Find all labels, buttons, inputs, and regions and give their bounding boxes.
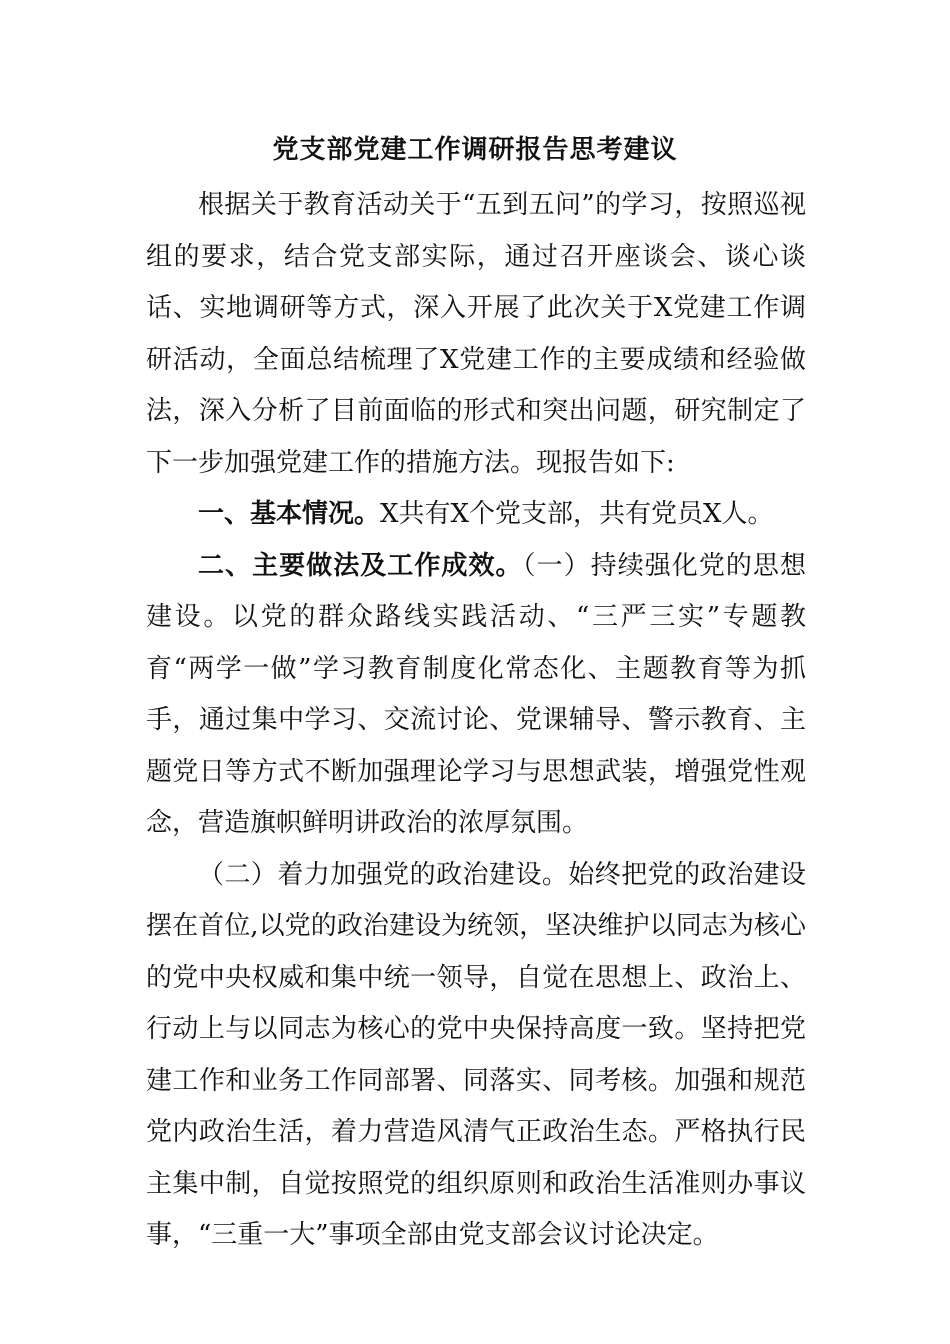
section-heading: 二、主要做法及工作成效。 bbox=[198, 550, 523, 581]
intro-paragraph: 根据关于教育活动关于“五到五问”的学习，按照巡视组的要求，结合党支部实际，通过召开座谈会、谈心谈话、实地调研等方式，深入开展了此次关于X党建工作调研活动，全面总结梳理了X党建工作的主要成绩和经验做法，深入分析了目前面临的形式和突出问题，研究制定了下一步加强党建工作的措施方法。现报告如下: bbox=[146, 190, 806, 478]
subsection-political-building: （二）着力加强党的政治建设。始终把党的政治建设摆在首位,以党的政治建设为统领，坚决维护以同志为核心的党中央权威和集中统一领导，自觉在思想上、政治上、行动上与以同志为核心的党中央保持高度一致。坚持把党建工作和业务工作同部署、同落实、同考核。加强和规范党内政治生活，着力营造风清气正政治生态。严格执行民主集中制，自觉按照党的组织原则和政治生活准则办事议事，“三重一大”事项全部由党支部会议讨论决定。 bbox=[146, 859, 806, 1250]
document-body bbox=[146, 180, 806, 1262]
section-main-practices bbox=[146, 541, 806, 850]
section-heading: 一、基本情况。 bbox=[198, 499, 381, 529]
section-text: X共有X个党支部，共有党员X人。 bbox=[380, 499, 774, 529]
section-text: （一）持续强化党的思想建设。以党的群众路线实践活动、“三严三实”专题教育“两学一做”学习教育制度化常态化、主题教育等为抓手，通过集中学习、交流讨论、党课辅导、警示教育、主题党日等方式不断加强理论学习与思想武装，增强党性观念，营造旗帜鲜明讲政治的浓厚氛围。 bbox=[146, 550, 806, 838]
section-basic-situation bbox=[146, 489, 806, 541]
document-title: 党支部党建工作调研报告思考建议 bbox=[272, 135, 678, 165]
